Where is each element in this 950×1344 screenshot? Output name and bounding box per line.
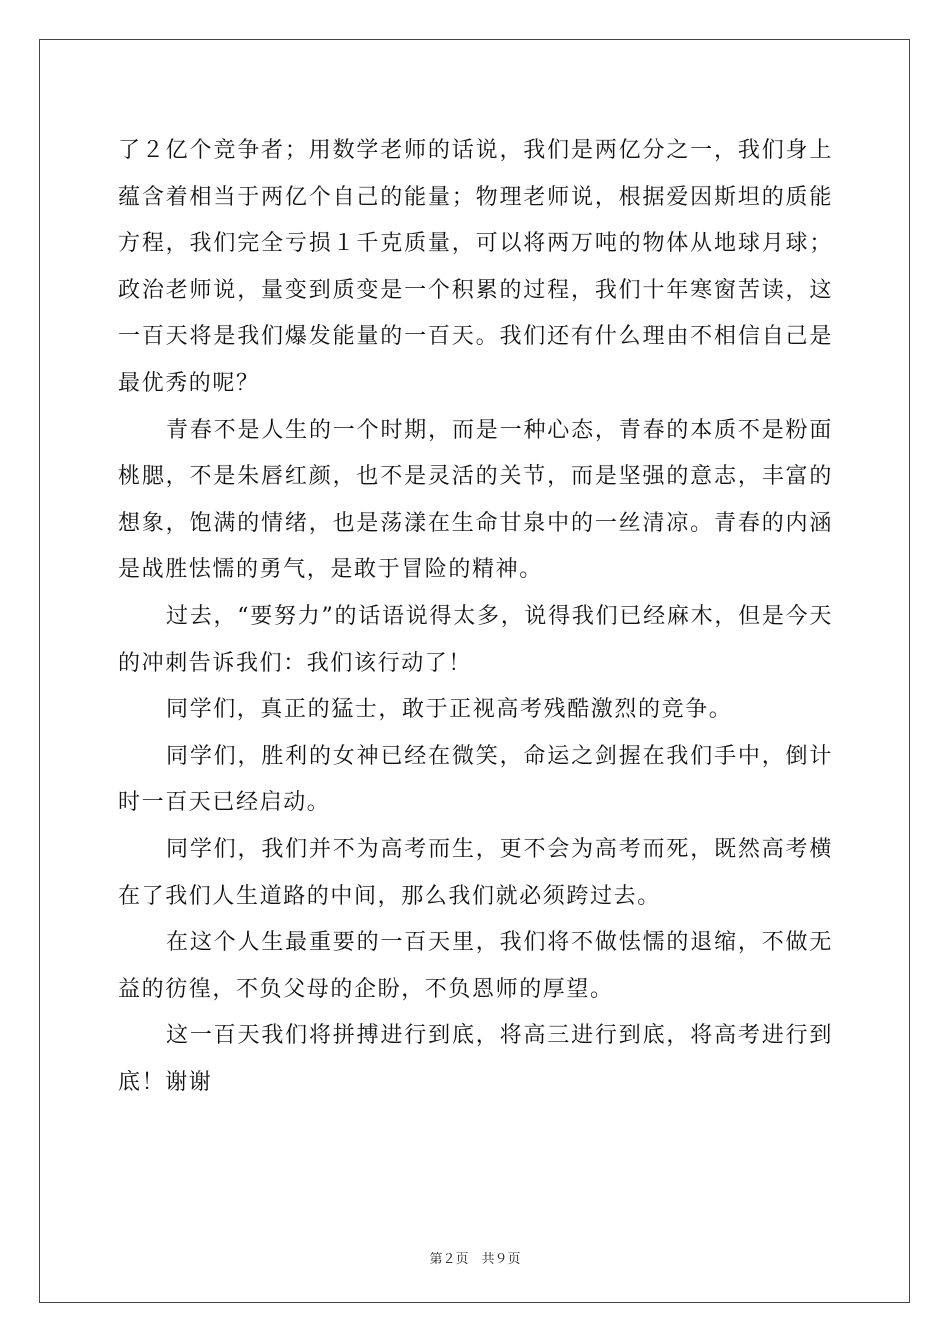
paragraph-2: 青春不是人生的一个时期，而是一种心态，青春的本质不是粉面桃腮，不是朱唇红颜，也不是灵活的关节，而是坚强的意志，丰富的想象，饱满的情绪，也是荡漾在生命甘泉中的一丝清凉。青春的内涵是战胜怯懦的勇气，是敢于冒险的精神。: [118, 417, 833, 583]
document-body: [118, 128, 833, 1106]
paragraph-1: 了２亿个竞争者；用数学老师的话说，我们是两亿分之一，我们身上蕴含着相当于两亿个自己的能量；物理老师说，根据爱因斯坦的质能方程，我们完全亏损１千克质量，可以将两万吨的物体从地球月球；政治老师说，量变到质变是一个积累的过程，我们十年寒窗苦读，这一百天将是我们爆发能量的一百天。我们还有什么理由不相信自己是最优秀的呢？: [118, 138, 833, 396]
page-footer: [0, 1248, 950, 1267]
paragraph-3: 过去，“要努力”的话语说得太多，说得我们已经麻木，但是今天的冲刺告诉我们：我们该行动了！: [118, 603, 833, 676]
paragraph-4: 同学们，真正的猛士，敢于正视高考残酷激烈的竞争。: [166, 697, 733, 723]
paragraph-8: 这一百天我们将拼搏进行到底，将高三进行到底，将高考进行到底！谢谢: [118, 1023, 833, 1095]
paragraph-5: 同学们，胜利的女神已经在微笑，命运之剑握在我们手中，倒计时一百天已经启动。: [118, 743, 833, 816]
paragraph-7: 在这个人生最重要的一百天里，我们将不做怯懦的退缩，不做无益的彷徨，不负父母的企盼，不负恩师的厚望。: [118, 930, 833, 1002]
page-number-label: 第２页 共９页: [429, 1252, 521, 1267]
paragraph-6: 同学们，我们并不为高考而生，更不会为高考而死，既然高考横在了我们人生道路的中间，那么我们就必须跨过去。: [118, 836, 833, 909]
